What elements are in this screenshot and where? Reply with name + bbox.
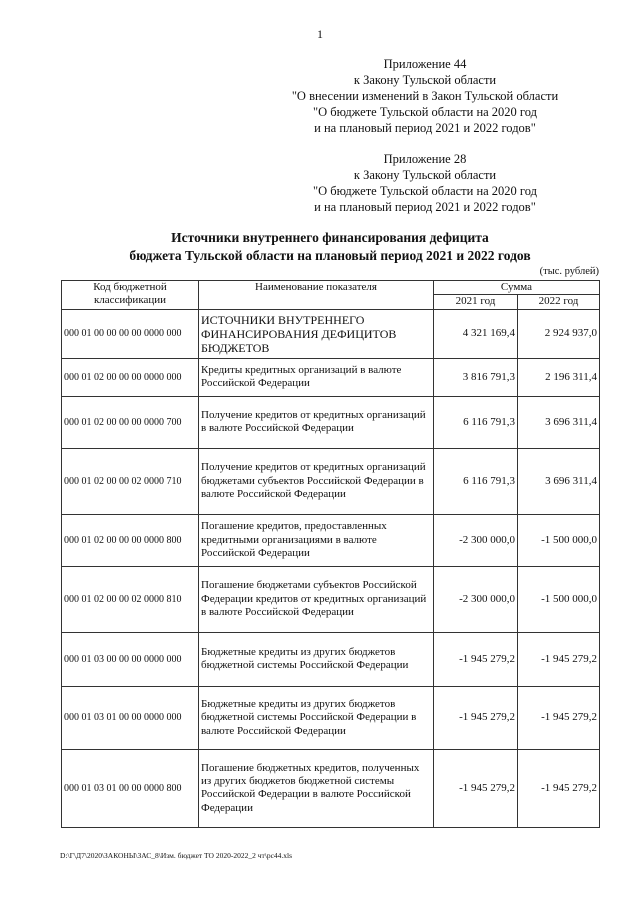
- header-name: Наименование показателя: [199, 281, 434, 310]
- row-name: Погашение кредитов, предоставленных кредитными организациями в валюте Российской Федерации: [199, 514, 434, 566]
- row-value-2022: 3 696 311,4: [518, 396, 600, 448]
- appendix-44-line: и на плановый период 2021 и 2022 годов": [314, 121, 536, 135]
- appendix-28-header: [230, 151, 620, 215]
- row-value-2022: 3 696 311,4: [518, 448, 600, 514]
- row-code: 000 01 02 00 00 00 0000 800: [62, 514, 199, 566]
- row-code: 000 01 02 00 00 00 0000 000: [62, 358, 199, 396]
- table-row: [62, 632, 600, 686]
- appendix-28-line: к Закону Тульской области: [353, 168, 497, 182]
- row-value-2021: -1 945 279,2: [434, 632, 518, 686]
- row-value-2021: 4 321 169,4: [434, 309, 518, 358]
- row-name: Бюджетные кредиты из других бюджетов бюджетной системы Российской Федерации: [199, 632, 434, 686]
- row-value-2022: 2 924 937,0: [518, 309, 600, 358]
- header-code: Код бюджетной классификации: [62, 281, 199, 310]
- row-value-2021: -1 945 279,2: [434, 749, 518, 827]
- row-code: 000 01 03 01 00 00 0000 800: [62, 749, 199, 827]
- appendix-44-line: "О внесении изменений в Закон Тульской области: [291, 89, 559, 103]
- row-code: 000 01 00 00 00 00 0000 000: [62, 309, 199, 358]
- row-value-2022: -1 945 279,2: [518, 632, 600, 686]
- row-value-2021: 3 816 791,3: [434, 358, 518, 396]
- table-row: [62, 749, 600, 827]
- file-path-footer: D:\Г\Д7\2020\ЗАКОНЫ\ЗАС_8\Изм. бюджет ТО 2020-2022_2 чт\рс44.xls: [60, 851, 293, 860]
- appendix-44-line: к Закону Тульской области: [353, 73, 497, 87]
- row-name: Погашение бюджетами субъектов Российской Федерации кредитов от кредитных организаций в валюте Российской Федерации: [199, 566, 434, 632]
- document-title-line: бюджета Тульской области на плановый период 2021 и 2022 годов: [129, 248, 531, 263]
- appendix-44-line: "О бюджете Тульской области на 2020 год: [313, 105, 537, 119]
- header-sum: Сумма: [434, 281, 600, 295]
- document-title-line: Источники внутреннего финансирования дефицита: [171, 230, 489, 245]
- row-name: Бюджетные кредиты из других бюджетов бюджетной системы Российской Федерации в валюте Российской Федерации: [199, 686, 434, 749]
- header-year-2021: 2021 год: [434, 295, 518, 309]
- appendix-44-header: [230, 56, 620, 136]
- table-row: [62, 358, 600, 396]
- table-row: [62, 514, 600, 566]
- row-code: 000 01 03 00 00 00 0000 000: [62, 632, 199, 686]
- table-row: [62, 309, 600, 358]
- table-row: [62, 448, 600, 514]
- row-value-2022: -1 500 000,0: [518, 514, 600, 566]
- row-value-2022: -1 945 279,2: [518, 749, 600, 827]
- row-value-2022: -1 945 279,2: [518, 686, 600, 749]
- table-row: [62, 566, 600, 632]
- header-year-2022: 2022 год: [518, 295, 600, 309]
- appendix-28-line: Приложение 28: [383, 152, 467, 166]
- row-code: 000 01 02 00 00 00 0000 700: [62, 396, 199, 448]
- row-code: 000 01 02 00 00 02 0000 810: [62, 566, 199, 632]
- document-title: [60, 229, 600, 265]
- row-name: Получение кредитов от кредитных организаций в валюте Российской Федерации: [199, 396, 434, 448]
- units-label: (тыс. рублей): [539, 266, 599, 277]
- financing-sources-table: [61, 280, 600, 828]
- page-number: 1: [317, 27, 323, 41]
- row-value-2021: -1 945 279,2: [434, 686, 518, 749]
- row-value-2021: 6 116 791,3: [434, 396, 518, 448]
- appendix-44-line: Приложение 44: [383, 57, 467, 71]
- row-value-2021: 6 116 791,3: [434, 448, 518, 514]
- row-value-2021: -2 300 000,0: [434, 514, 518, 566]
- row-code: 000 01 02 00 00 02 0000 710: [62, 448, 199, 514]
- row-name: Кредиты кредитных организаций в валюте Российской Федерации: [199, 358, 434, 396]
- appendix-28-line: и на плановый период 2021 и 2022 годов": [314, 200, 536, 214]
- row-name: Получение кредитов от кредитных организаций бюджетами субъектов Российской Федерации в валюте Российской Федерации: [199, 448, 434, 514]
- row-value-2022: 2 196 311,4: [518, 358, 600, 396]
- row-value-2022: -1 500 000,0: [518, 566, 600, 632]
- row-name: ИСТОЧНИКИ ВНУТРЕННЕГО ФИНАНСИРОВАНИЯ ДЕФИЦИТОВ БЮДЖЕТОВ: [199, 309, 434, 358]
- appendix-28-line: "О бюджете Тульской области на 2020 год: [313, 184, 537, 198]
- table-row: [62, 686, 600, 749]
- row-code: 000 01 03 01 00 00 0000 000: [62, 686, 199, 749]
- row-name: Погашение бюджетных кредитов, полученных из других бюджетов бюджетной системы Российской Федерации в валюте Российской Федерации: [199, 749, 434, 827]
- row-value-2021: -2 300 000,0: [434, 566, 518, 632]
- table-row: [62, 396, 600, 448]
